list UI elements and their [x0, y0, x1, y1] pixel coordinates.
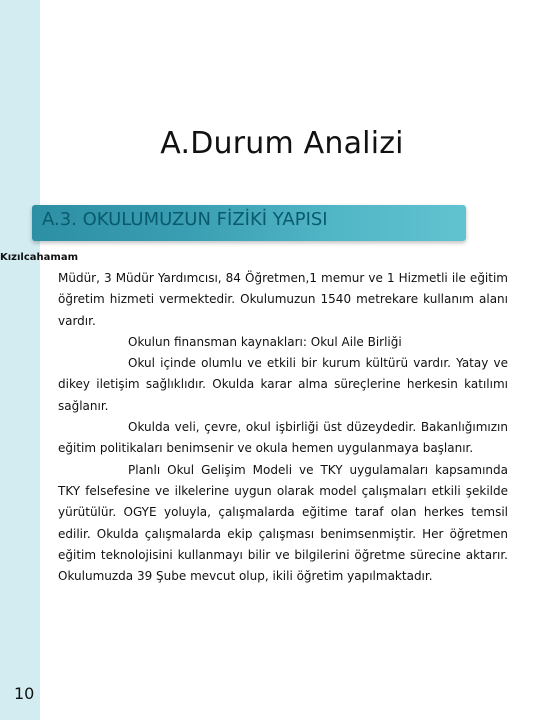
paragraph-finance: Okulun finansman kaynakları: Okul Aile Birliği	[128, 334, 402, 349]
left-accent-strip	[0, 0, 40, 720]
section-heading: A.3. OKULUMUZUN FİZİKİ YAPISI	[42, 209, 328, 230]
paragraph-culture: Okul içinde olumlu ve etkili bir kurum kültürü vardır. Yatay ve dikey iletişim sağlıklıdır. Okulda karar alma süreçlerine herkesin katılımı sağlanır.	[58, 356, 508, 413]
paragraph-staff: Müdür, 3 Müdür Yardımcısı, 84 Öğretmen,1 memur ve 1 Hizmetli ile eğitim öğretim hizmeti vermektedir. Okulumuzun 1540 metrekare kullanım alanı vardır.	[58, 271, 508, 328]
page-number: 10	[14, 684, 35, 703]
slide-title: A.Durum Analizi	[160, 126, 404, 161]
paragraph-cooperation: Okulda veli, çevre, okul işbirliği üst düzeydedir. Bakanlığımızın eğitim politikaları benimsenir ve okula hemen uygulanmaya başlanır.	[58, 420, 508, 456]
section-heading-bar	[32, 205, 466, 241]
paragraph-development-model: Planlı Okul Gelişim Modeli ve TKY uygulamaları kapsamında TKY felsefesine ve ilkelerine uygun olarak model çalışmaları etkili şekilde yürütülür. OGYE yoluyla, çalışmalarda eğitime taraf olan herkes temsil edilir. Okulda çalışmalarda ekip çalışması benimsenmiştir. Her öğretmen eğitim teknolojisini kullanmayı bilir ve bilgilerini öğretme sürecine aktarır. Okulumuzda 39 Şube mevcut olup, ikili öğretim yapılmaktadır.	[58, 462, 508, 584]
body-text	[58, 268, 508, 587]
town-label: Kızılcahamam	[0, 252, 78, 263]
